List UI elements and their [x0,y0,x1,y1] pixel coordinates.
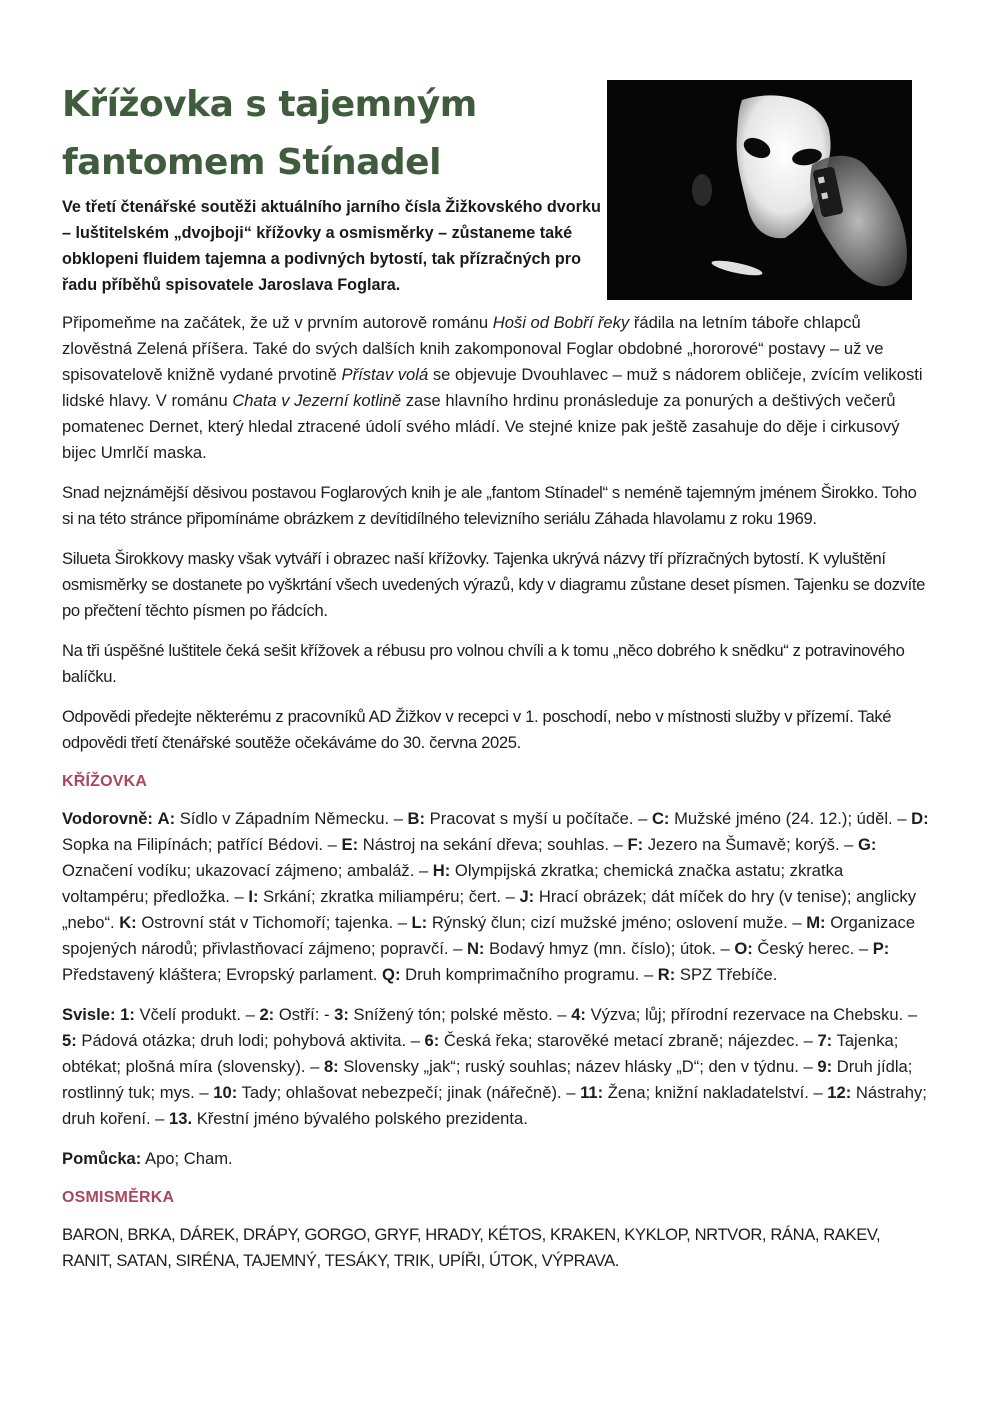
vertical-clue-text: Nástrahy; druh koření. – [62,1083,927,1128]
mask-photo-graphic [607,80,912,300]
horizontal-clue-key: G: [858,835,877,854]
wordsearch-words: BARON, BRKA, DÁREK, DRÁPY, GORGO, GRYF, HRADY, KÉTOS, KRAKEN, KYKLOP, NRTVOR, RÁNA, RAKEV, RANIT, SATAN, SIRÉNA, TAJEMNÝ, TESÁKY, TRIK, UPÍŘI, ÚTOK, VÝPRAVA. [62,1225,881,1270]
horizontal-clue-key: R: [657,965,676,984]
hint-text: Apo; Cham. [141,1149,233,1168]
book-title: Hoši od Bobří řeky [492,313,630,332]
vertical-clue-key: 8: [323,1057,339,1076]
vertical-clue-text: Snížený tón; polské město. – [348,1005,572,1024]
vertical-clue-text: Druh jídla; rostlinný tuk; mys. – [62,1057,913,1102]
horizontal-clue-key: N: [466,939,485,958]
vertical-clue-text: Tady; ohlašovat nebezpečí; jinak (nářečně). – [237,1083,581,1102]
paragraph-deadline: Odpovědi předejte některému z pracovníků AD Žižkov v recepci v 1. poschodí, nebo v místnosti služby v přízemí. Také odpovědi třetí čtenářské soutěže očekáváme do 30. června 2025. [62,707,892,752]
article-header [62,72,932,304]
horizontal-clue-text: Druh komprimačního programu. – [400,965,658,984]
vertical-label: Svisle: [62,1005,116,1024]
horizontal-clue-text: Pracovat s myší u počítače. – [425,809,652,828]
horizontal-clue-text: Ostrovní stát v Tichomoří; tajenka. – [136,913,412,932]
horizontal-label: Vodorovně: [62,809,153,828]
vertical-clue-key: 4: [571,1005,586,1024]
horizontal-clue-text: Český herec. – [752,939,873,958]
vertical-clue-key: 11: [580,1083,604,1102]
vertical-clue-text: Výzva; lůj; přírodní rezervace na Chebsku. – [585,1005,918,1024]
horizontal-clue-key: H: [432,861,451,880]
horizontal-clue-key: Q: [382,965,401,984]
horizontal-clue-text: Nástroj na sekání dřeva; souhlas. – [358,835,628,854]
paragraph-instructions: Silueta Širokkovy masky však vytváří i obrazec naší křížovky. Tajenka ukrývá názvy tří přízračných bytostí. K vyluštění osmisměrky se dostanete po vyškrtání všech uvedených výrazů, kdy v diagramu zůstane deset písmen. Tajenku se dozvíte po přečtení těchto písmen po řádcích. [62,549,925,620]
vertical-clue-key: 3: [334,1005,349,1024]
horizontal-clue-text: Organizace spojených národů; přivlastňovací zájmeno; popravčí. – [62,913,916,958]
horizontal-clue-key: K: [119,913,137,932]
vertical-clue-text: Česká řeka; starověké metací zbraně; nájezdec. – [439,1031,818,1050]
horizontal-clue-text: Hrací obrázek; dát míček do hry (v tenise); anglicky „nebo“. [62,887,917,932]
crossword-horizontal-clues [62,806,932,988]
horizontal-clue-key: J: [519,887,535,906]
paragraph-intro: Připomeňme na začátek, že už v prvním autorově románu Hoši od Bobří řeky řádila na letním táboře chlapců zlověstná Zelená příšera. Také do svých dalších knih zakomponoval Foglar obdobné „hororové“ postavy – už ve spisovatelově knižně vydané prvotině Přístav volá se objevuje Dvouhlavec – muž s nádorem obličeje, zvícím velikosti lidské hlavy. V románu Chata v Jezerní kotlině zase hlavního hrdinu pronásleduje za ponurých a deštivých večerů pomatenec Dernet, který hledal ztracené údolí svého mládí. Ve stejné knize pak ještě zasahuje do děje i cirkusový bijec Umrlčí maska. [62,313,923,462]
vertical-clue-key: 5: [62,1031,77,1050]
vertical-clue-key: 13. [169,1109,193,1128]
crossword-hint [62,1146,932,1172]
vertical-clue-key: 10: [213,1083,238,1102]
vertical-clue-text: Tajenka; obtékat; plošná míra (slovensky). – [62,1031,899,1076]
horizontal-clue-text: SPZ Třebíče. [675,965,778,984]
horizontal-clue-key: O: [734,939,753,958]
horizontal-clue-text: Olympijská zkratka; chemická značka astatu; zkratka voltampéru; předložka. – [62,861,844,906]
paragraph-fantom: Snad nejznámější děsivou postavou Foglarových knih je ale „fantom Stínadel“ s neméně tajemným jménem Širokko. Toho si na této stránce připomínáme obrázkem z devítidílného televizního seriálu Záhada hlavolamu z roku 1969. [62,483,917,528]
horizontal-clue-key: M: [806,913,826,932]
horizontal-clue-key: B: [407,809,426,828]
horizontal-clue-key: D: [911,809,929,828]
horizontal-clue-key: A: [157,809,176,828]
vertical-clue-key: 6: [424,1031,440,1050]
horizontal-clue-key: L: [411,913,428,932]
article-page [62,72,932,1288]
hint-label: Pomůcka: [62,1149,142,1168]
crossword-heading: KŘÍŽOVKA [62,773,148,790]
vertical-clue-text: Křestní jméno bývalého polského prezidenta. [192,1109,528,1128]
wordsearch-heading: OSMISMĚRKA [62,1189,175,1206]
article-lead: Ve třetí čtenářské soutěži aktuálního jarního čísla Žižkovského dvorku – luštitelském „dvojboji“ křížovky a osmisměrky – zůstaneme také obklopeni fluidem tajemna a podivných bytostí, tak přízračných pro řadu příběhů spisovatele Jaroslava Foglara. [62,198,601,294]
vertical-clue-text: Ostří: - [274,1005,335,1024]
article-title: Křížovka s tajemným fantomem Stínadel [62,84,477,183]
vertical-clue-key: 1: [120,1005,135,1024]
horizontal-clue-text: Bodavý hmyz (mn. číslo); útok. – [484,939,735,958]
vertical-clue-key: 9: [817,1057,833,1076]
vertical-clue-text: Žena; knižní nakladatelství. – [603,1083,828,1102]
horizontal-clue-key: F: [627,835,644,854]
horizontal-clue-text: Rýnský člun; cizí mužské jméno; oslovení muže. – [427,913,807,932]
vertical-clue-key: 12: [827,1083,852,1102]
crossword-vertical-clues [62,1002,932,1132]
horizontal-clue-text: Sídlo v Západním Německu. – [175,809,408,828]
horizontal-clue-key: E: [341,835,359,854]
book-title: Přístav volá [341,365,429,384]
horizontal-clue-key: C: [651,809,670,828]
paragraph-prizes: Na tři úspěšné luštitele čeká sešit křížovek a rébusu pro volnou chvíli a k tomu „něco dobrého k snědku“ z potravinového balíčku. [62,641,905,686]
book-title: Chata v Jezerní kotlině [232,391,402,410]
horizontal-clue-text: Označení vodíku; ukazovací zájmeno; ambaláž. – [62,861,433,880]
mask-photo [607,80,912,300]
horizontal-clue-key: P: [872,939,890,958]
horizontal-clue-text: Sopka na Filipínách; patřící Bédovi. – [62,835,342,854]
vertical-clue-text: Pádová otázka; druh lodi; pohybová aktivita. – [76,1031,425,1050]
vertical-clue-key: 2: [259,1005,275,1024]
vertical-clue-key: 7: [817,1031,833,1050]
horizontal-clue-key: I: [248,887,259,906]
horizontal-clue-text: Jezero na Šumavě; korýš. – [643,835,859,854]
vertical-clue-text: Slovensky „jak“; ruský souhlas; název hlásky „D“; den v týdnu. – [338,1057,818,1076]
article-body [62,310,932,1274]
vertical-clue-text: Včelí produkt. – [134,1005,260,1024]
horizontal-clue-text: Mužské jméno (24. 12.); úděl. – [669,809,912,828]
horizontal-clue-text: Srkání; zkratka miliampéru; čert. – [258,887,520,906]
horizontal-clue-text: Představený kláštera; Evropský parlament. [62,965,383,984]
